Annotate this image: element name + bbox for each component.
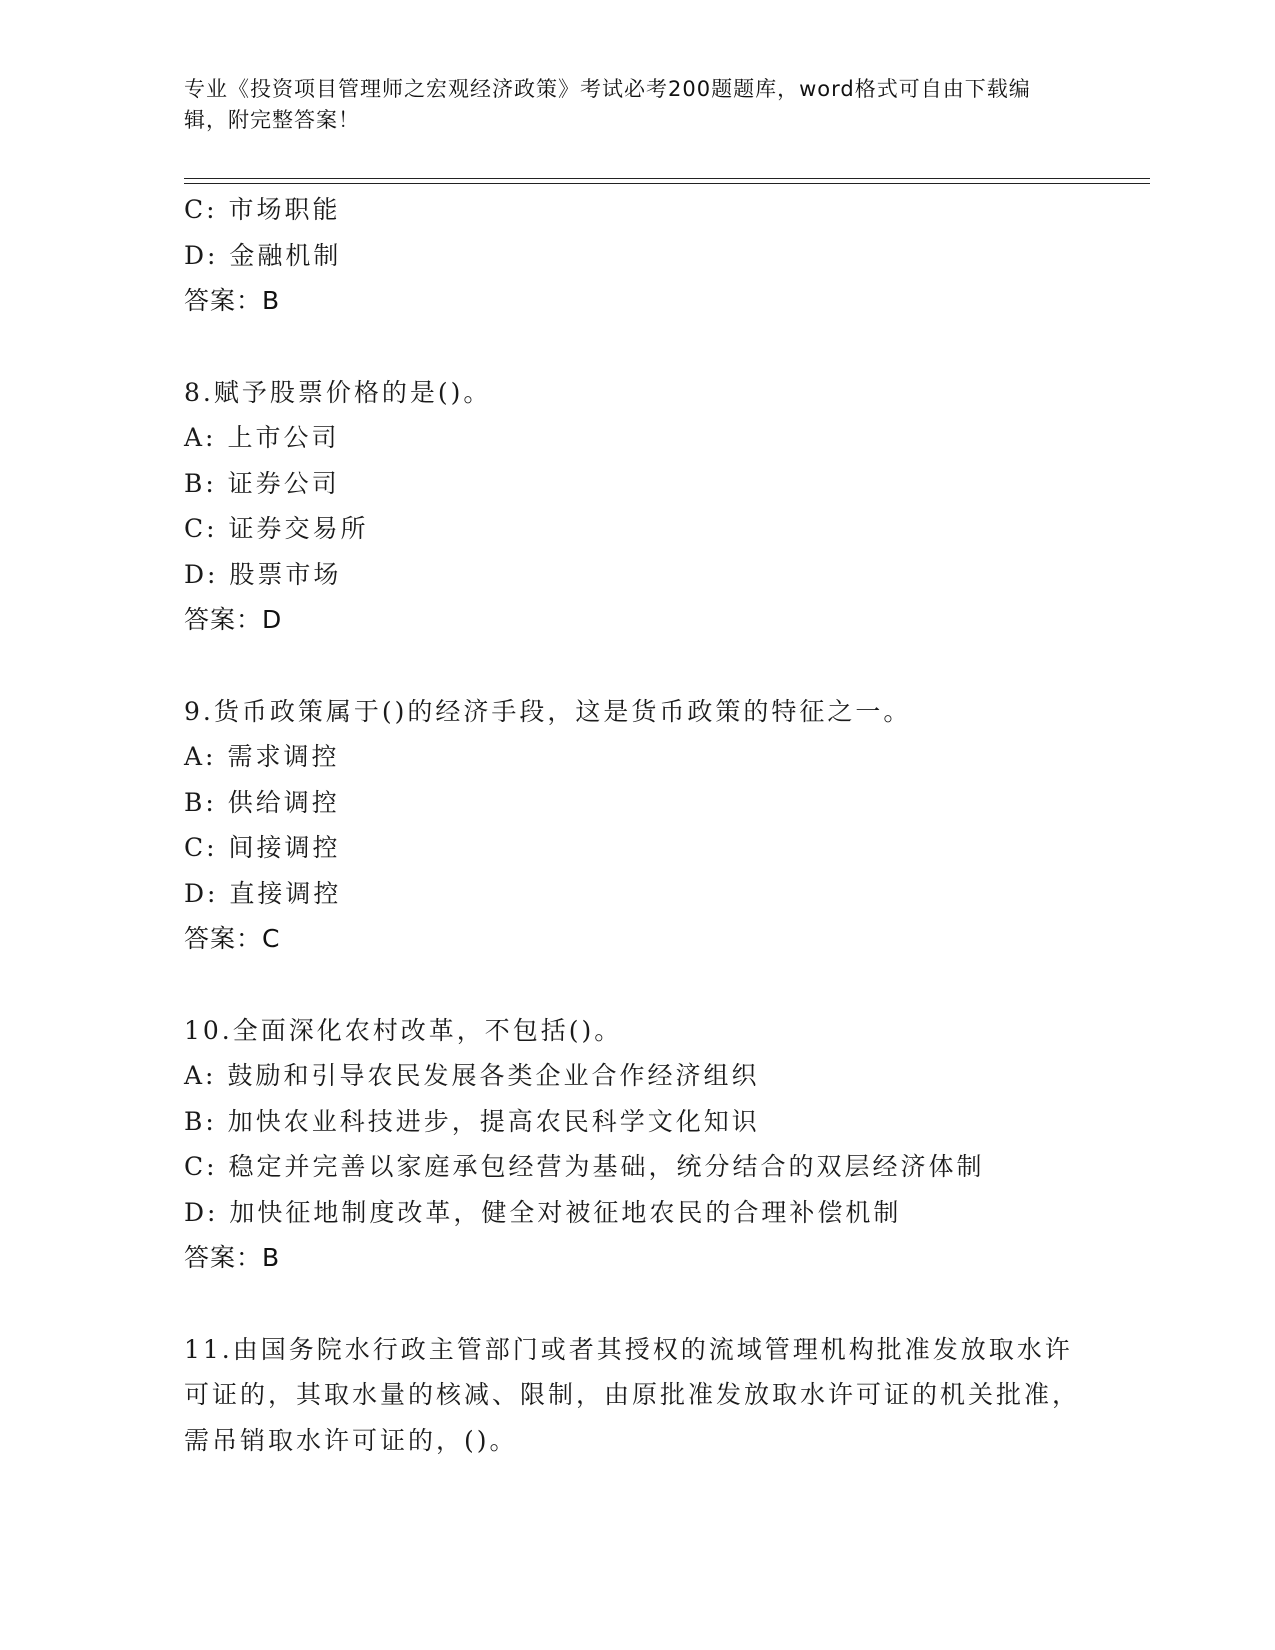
answer-line: 答案：C [184,924,281,953]
option-a: A: 鼓励和引导农民发展各类企业合作经济组织 [184,1061,760,1090]
option-d: D: 股票市场 [184,559,342,589]
option-d: D: 金融机制 [184,240,342,270]
option-d: D: 加快征地制度改革，健全对被征地农民的合理补偿机制 [184,1197,902,1227]
option-b: B: 供给调控 [184,787,340,817]
option-d: D: 直接调控 [184,878,342,908]
option-a: A: 需求调控 [184,742,340,771]
document-header: 专业《投资项目管理师之宏观经济政策》考试必考200题题库，word格式可自由下载编辑，附完整答案！ [184,77,1031,132]
question-stem: 9.货币政策属于()的经济手段，这是货币政策的特征之一。 [184,696,912,726]
question-stem: 8.赋予股票价格的是()。 [184,377,492,407]
option-b: B: 证券公司 [184,468,340,498]
header-divider-top [184,178,1150,179]
option-c: C: 稳定并完善以家庭承包经营为基础，统分结合的双层经济体制 [184,1152,985,1181]
answer-line: 答案：B [184,1243,281,1272]
option-c: C: 市场职能 [184,195,341,224]
answer-line: 答案：B [184,286,281,315]
option-c: C: 间接调控 [184,833,341,862]
option-b: B: 加快农业科技进步，提高农民科学文化知识 [184,1106,760,1136]
question-stem: 10.全面深化农村改革，不包括()。 [184,1015,623,1045]
question-list [184,187,1104,1463]
header-divider-bottom [184,183,1150,184]
answer-line: 答案：D [184,605,283,634]
option-a: A: 上市公司 [184,423,340,452]
option-c: C: 证券交易所 [184,514,369,543]
question-stem: 11.由国务院水行政主管部门或者其授权的流域管理机构批准发放取水许可证的，其取水量的核减、限制，由原批准发放取水许可证的机关批准，需吊销取水许可证的，()。 [184,1334,1081,1455]
